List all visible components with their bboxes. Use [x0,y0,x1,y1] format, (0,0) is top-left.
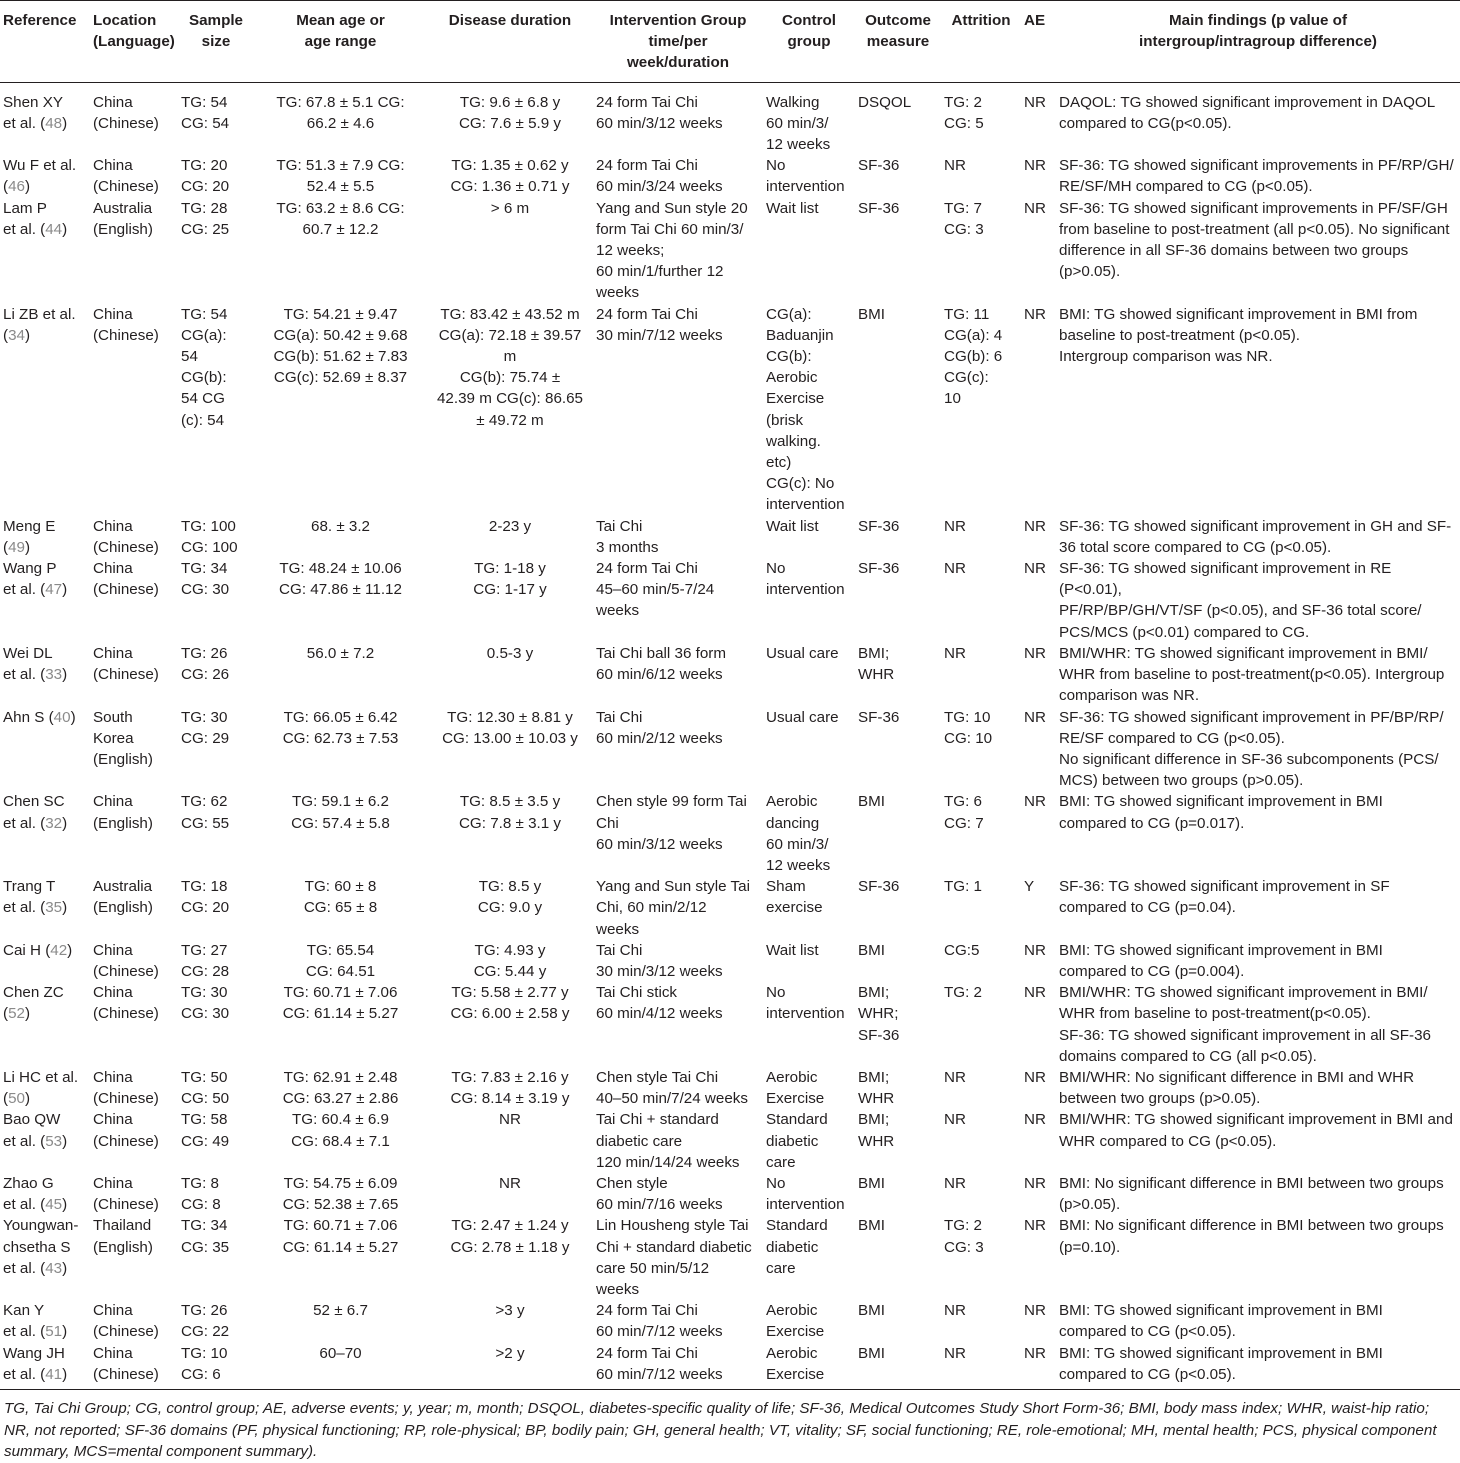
cell-disease-duration: >2 y [495,1344,525,1362]
cell-ae: Y [1024,878,1035,896]
cell-control-group: Aerobic Exercise [766,1068,825,1108]
table-row [0,940,1460,982]
cell-attrition: TG: 2 [944,984,982,1002]
header-control-group: Control group [763,1,855,83]
cell-main-findings: BMI: TG showed significant improvement in BMI compared to CG (p=0.017). [1059,793,1383,832]
table-row [0,1173,1460,1215]
cell-reference [0,155,90,197]
cell-ae: NR [1024,1302,1046,1320]
header-main-findings: Main findings (p value of intergroup/intragroup difference) [1056,1,1460,83]
cell-outcome-measure: DSQOL [858,93,912,111]
header-outcome-measure: Outcome measure [855,1,941,83]
table-row [0,643,1460,707]
reference-author: Bao QW et al. ( [3,1111,61,1150]
reference-close-paren: ) [62,1196,68,1214]
cell-main-findings: BMI: TG showed significant improvement in BMI compared to CG (p<0.05). [1059,1344,1383,1383]
cell-mean-age: TG: 60 ± 8 CG: 65 ± 8 [303,878,378,917]
cell-reference [0,876,90,940]
cell-ae: NR [1024,1111,1046,1129]
reference-citation-link[interactable]: 32 [45,814,63,832]
cell-outcome-measure: BMI; WHR [858,644,895,684]
cell-sample-size: TG: 100 CG: 100 [181,517,238,556]
cell-main-findings: BMI: TG showed significant improvement in BMI compared to CG (p<0.05). [1059,1302,1383,1341]
header-intervention: Intervention Group time/per week/duration [593,1,763,83]
table-header-row [0,1,1460,83]
reference-author: Youngwan- chsetha S et al. ( [3,1217,79,1277]
cell-ae: NR [1024,984,1046,1002]
cell-location: China (Chinese) [93,560,159,599]
reference-close-paren: ) [24,538,31,556]
cell-outcome-measure: BMI; WHR; SF-36 [858,984,900,1044]
cell-ae: NR [1024,1068,1046,1086]
cell-main-findings: BMI: No significant difference in BMI between two groups (p>0.05). [1059,1174,1444,1214]
cell-control-group: Usual care [766,644,839,662]
cell-control-group: Wait list [766,517,819,535]
cell-outcome-measure: BMI [858,1174,886,1192]
cell-disease-duration: TG: 7.83 ± 2.16 y CG: 8.14 ± 3.19 y [450,1068,570,1108]
cell-ae: NR [1024,93,1046,111]
cell-reference [0,1215,90,1300]
cell-location: China (Chinese) [93,941,159,980]
cell-disease-duration: TG: 2.47 ± 1.24 y CG: 2.78 ± 1.18 y [450,1217,570,1256]
cell-reference [0,1300,90,1342]
header-location: Location (Language) [90,1,178,83]
cell-main-findings: BMI: TG showed significant improvement in BMI compared to CG (p=0.004). [1059,941,1383,980]
cell-reference [0,1343,90,1385]
cell-intervention: 24 form Tai Chi 45–60 min/5-7/24 weeks [596,560,715,620]
reference-close-paren: ) [24,178,31,196]
cell-intervention: Tai Chi stick 60 min/4/12 weeks [596,984,723,1023]
reference-citation-link[interactable]: 43 [45,1259,63,1277]
cell-reference [0,1067,90,1109]
cell-intervention: Tai Chi 3 months [596,517,659,556]
reference-author: Zhao G et al. ( [3,1174,54,1214]
cell-intervention: Chen style Tai Chi 40–50 min/7/24 weeks [596,1068,748,1108]
reference-citation-link[interactable]: 50 [8,1090,25,1108]
cell-disease-duration: NR [499,1174,521,1192]
cell-disease-duration: TG: 8.5 ± 3.5 y CG: 7.8 ± 3.1 y [458,793,562,832]
cell-reference [0,1109,90,1173]
cell-disease-duration: TG: 1-18 y CG: 1-17 y [473,560,547,599]
cell-ae: NR [1024,708,1046,726]
cell-location: South Korea (English) [93,708,153,768]
table-row [0,1215,1460,1300]
cell-outcome-measure: SF-36 [858,708,900,726]
cell-outcome-measure: BMI [858,941,886,959]
cell-ae: NR [1024,1174,1046,1192]
reference-author: Trang T et al. ( [3,878,56,917]
cell-ae: NR [1024,305,1046,323]
cell-reference [0,516,90,558]
cell-intervention: Yang and Sun style 20 form Tai Chi 60 min/3/ 12 weeks; 60 min/1/further 12 weeks [596,199,748,302]
cell-main-findings: SF-36: TG showed significant improvement in GH and SF- 36 total score compared to CG (p<0.05). [1059,517,1452,556]
cell-attrition: TG: 6 CG: 7 [944,793,984,832]
reference-citation-link[interactable]: 40 [53,708,71,726]
cell-main-findings: BMI/WHR: No significant difference in BMI and WHR between two groups (p>0.05). [1059,1068,1415,1108]
table-row [0,707,1460,792]
reference-citation-link[interactable]: 34 [8,326,25,344]
cell-ae: NR [1024,793,1046,811]
cell-main-findings: BMI: TG showed significant improvement in BMI from baseline to post-treatment (p<0.05). Intergroup comparison was NR. [1059,305,1418,366]
cell-sample-size: TG: 58 CG: 49 [181,1111,230,1150]
cell-main-findings: SF-36: TG showed significant improvements in PF/SF/GH from baseline to post-treatment (all p<0.05). No significant difference in all SF-36 domains between two groups (p>0.05). [1059,199,1450,281]
cell-mean-age: TG: 51.3 ± 7.9 CG: 52.4 ± 5.5 [276,157,405,196]
reference-citation-link[interactable]: 33 [45,666,63,684]
reference-close-paren: ) [62,1365,68,1383]
cell-sample-size: TG: 8 CG: 8 [181,1174,221,1214]
reference-author: Li HC et al. ( [3,1068,79,1108]
table-row [0,1109,1460,1173]
cell-mean-age: 56.0 ± 7.2 [306,644,375,662]
cell-reference [0,198,90,304]
cell-reference [0,1173,90,1215]
cell-mean-age: TG: 60.4 ± 6.9 CG: 68.4 ± 7.1 [291,1111,390,1150]
table-body [0,82,1460,1385]
cell-control-group: Aerobic dancing 60 min/3/ 12 weeks [766,793,831,874]
reference-citation-link[interactable]: 49 [8,538,25,556]
cell-attrition: NR [944,1111,966,1129]
reference-close-paren: ) [62,814,68,832]
reference-citation-link[interactable]: 48 [45,114,63,132]
cell-sample-size: TG: 50 CG: 50 [181,1068,230,1108]
cell-mean-age: TG: 48.24 ± 10.06 CG: 47.86 ± 11.12 [279,560,402,599]
reference-author: Kan Y et al. ( [3,1302,46,1341]
cell-location: China (Chinese) [93,305,159,344]
cell-attrition: TG: 7 CG: 3 [944,199,984,238]
cell-outcome-measure: BMI [858,1344,886,1362]
table-row [0,304,1460,516]
cell-sample-size: TG: 34 CG: 35 [181,1217,230,1256]
reference-close-paren: ) [24,1090,31,1108]
cell-control-group: Wait list [766,199,819,217]
cell-control-group: Usual care [766,708,839,726]
cell-intervention: 24 form Tai Chi 60 min/7/12 weeks [596,1302,723,1341]
cell-outcome-measure: BMI [858,1217,886,1235]
cell-mean-age: 60–70 [319,1344,362,1362]
cell-intervention: Tai Chi + standard diabetic care 120 min/14/24 weeks [596,1111,740,1171]
reference-citation-link[interactable]: 52 [8,1005,25,1023]
cell-mean-age: TG: 54.75 ± 6.09 CG: 52.38 ± 7.65 [282,1174,399,1214]
cell-location: China (Chinese) [93,644,159,684]
cell-sample-size: TG: 18 CG: 20 [181,878,230,917]
cell-control-group: No intervention [766,157,845,196]
reference-author: Li ZB et al. ( [3,305,76,344]
cell-sample-size: TG: 30 CG: 29 [181,708,230,747]
cell-control-group: Aerobic Exercise [766,1344,825,1383]
cell-main-findings: SF-36: TG showed significant improvement in RE (P<0.01), PF/RP/BP/GH/VT/SF (p<0.05), and SF-36 total score/ PCS/MCS (p<0.01) compared to CG. [1059,560,1422,641]
reference-close-paren: ) [67,941,73,959]
reference-close-paren: ) [24,1005,31,1023]
reference-close-paren: ) [62,581,68,599]
cell-control-group: Standard diabetic care [766,1217,828,1277]
reference-citation-link[interactable]: 45 [45,1196,63,1214]
cell-reference [0,940,90,982]
table-row [0,558,1460,643]
table-row [0,82,1460,155]
cell-reference [0,304,90,516]
reference-close-paren: ) [70,708,76,726]
cell-ae: NR [1024,941,1046,959]
cell-intervention: Chen style 60 min/7/16 weeks [596,1174,723,1214]
cell-disease-duration: TG: 1.35 ± 0.62 y CG: 1.36 ± 0.71 y [450,157,570,196]
cell-sample-size: TG: 26 CG: 26 [181,644,230,684]
cell-main-findings: BMI/WHR: TG showed significant improvement in BMI and WHR compared to CG (p<0.05). [1059,1111,1453,1150]
cell-reference [0,791,90,876]
cell-sample-size: TG: 54 CG: 54 [181,93,230,132]
reference-author: Wei DL et al. ( [3,644,53,684]
reference-close-paren: ) [62,899,68,917]
cell-disease-duration: > 6 m [490,199,530,217]
cell-attrition: TG: 2 CG: 5 [944,93,984,132]
cell-reference [0,707,90,792]
cell-disease-duration: TG: 5.58 ± 2.77 y CG: 6.00 ± 2.58 y [450,984,570,1023]
cell-mean-age: 68. ± 3.2 [311,517,370,535]
cell-sample-size: TG: 26 CG: 22 [181,1302,230,1341]
cell-location: China (Chinese) [93,984,159,1023]
cell-attrition: TG: 1 [944,878,982,896]
reference-author: Wu F et al. ( [3,157,77,196]
cell-outcome-measure: SF-36 [858,157,900,175]
cell-intervention: 24 form Tai Chi 60 min/3/12 weeks [596,93,723,132]
cell-reference [0,558,90,643]
cell-mean-age: TG: 67.8 ± 5.1 CG: 66.2 ± 4.6 [276,93,405,132]
cell-intervention: 24 form Tai Chi 60 min/3/24 weeks [596,157,723,196]
cell-location: China (Chinese) [93,1344,159,1383]
reference-close-paren: ) [62,666,68,684]
cell-disease-duration: TG: 9.6 ± 6.8 y CG: 7.6 ± 5.9 y [458,93,562,132]
cell-location: China (Chinese) [93,1068,159,1108]
cell-ae: NR [1024,157,1046,175]
cell-location: Australia (English) [93,199,153,238]
cell-location: China (Chinese) [93,1111,159,1150]
cell-reference [0,643,90,707]
cell-ae: NR [1024,560,1046,578]
cell-disease-duration: 0.5-3 y [486,644,534,662]
cell-mean-age: 52 ± 6.7 [313,1302,368,1320]
cell-control-group: No intervention [766,1174,845,1214]
reference-author: Ahn S ( [3,708,54,726]
cell-outcome-measure: SF-36 [858,560,900,578]
table-row [0,1300,1460,1342]
cell-disease-duration: TG: 83.42 ± 43.52 m CG(a): 72.18 ± 39.57 m CG(b): 75.74 ± 42.39 m CG(c): 86.65 ± 49.72 m [436,305,584,429]
cell-control-group: Sham exercise [766,878,823,917]
cell-main-findings: DAQOL: TG showed significant improvement in DAQOL compared to CG(p<0.05). [1059,93,1436,132]
cell-mean-age: TG: 60.71 ± 7.06 CG: 61.14 ± 5.27 [282,984,399,1023]
cell-control-group: No intervention [766,560,845,599]
cell-attrition: TG: 2 CG: 3 [944,1217,984,1256]
reference-close-paren: ) [24,326,31,344]
reference-author: Wang JH et al. ( [3,1344,65,1383]
reference-author: Shen XY et al. ( [3,93,63,132]
reference-citation-link[interactable]: 44 [45,220,63,238]
cell-main-findings: SF-36: TG showed significant improvement in SF compared to CG (p=0.04). [1059,878,1390,917]
cell-disease-duration: NR [499,1111,521,1129]
cell-disease-duration: TG: 4.93 y CG: 5.44 y [473,941,547,980]
cell-sample-size: TG: 28 CG: 25 [181,199,230,238]
cell-ae: NR [1024,644,1046,662]
cell-mean-age: TG: 54.21 ± 9.47 CG(a): 50.42 ± 9.68 CG(b): 51.62 ± 7.83 CG(c): 52.69 ± 8.37 [273,305,408,387]
cell-attrition: NR [944,517,966,535]
header-sample-size: Sample size [178,1,254,83]
cell-reference [0,82,90,155]
cell-outcome-measure: BMI [858,1302,886,1320]
cell-outcome-measure: BMI; WHR [858,1111,895,1150]
cell-location: China (Chinese) [93,1174,159,1214]
cell-main-findings: BMI/WHR: TG showed significant improvement in BMI/ WHR from baseline to post-treatment(p<0.05). Intergroup comparison was NR. [1059,644,1445,705]
reference-author: Wang P et al. ( [3,560,57,599]
cell-sample-size: TG: 62 CG: 55 [181,793,230,832]
cell-attrition: TG: 10 CG: 10 [944,708,993,747]
cell-attrition: NR [944,1174,966,1192]
cell-ae: NR [1024,1217,1046,1235]
cell-intervention: Yang and Sun style Tai Chi, 60 min/2/12 weeks [596,878,750,938]
header-attrition: Attrition [941,1,1021,83]
cell-sample-size: TG: 27 CG: 28 [181,941,230,980]
cell-ae: NR [1024,517,1046,535]
cell-ae: NR [1024,199,1046,217]
table-row [0,198,1460,304]
reference-citation-link[interactable]: 47 [45,581,63,599]
cell-sample-size: TG: 10 CG: 6 [181,1344,228,1383]
cell-control-group: Aerobic Exercise [766,1302,825,1341]
reference-citation-link[interactable]: 51 [45,1323,63,1341]
cell-mean-age: TG: 63.2 ± 8.6 CG: 60.7 ± 12.2 [276,199,405,238]
cell-attrition: CG:5 [944,941,980,959]
reference-citation-link[interactable]: 46 [8,178,25,196]
cell-outcome-measure: BMI [858,305,886,323]
reference-citation-link[interactable]: 41 [45,1365,63,1383]
cell-sample-size: TG: 20 CG: 20 [181,157,230,196]
cell-location: Thailand (English) [93,1217,153,1256]
cell-attrition: NR [944,1302,966,1320]
cell-mean-age: TG: 62.91 ± 2.48 CG: 63.27 ± 2.86 [282,1068,399,1108]
cell-attrition: NR [944,644,966,662]
cell-control-group: No intervention [766,984,845,1023]
reference-author: Meng E ( [3,517,56,556]
cell-sample-size: TG: 30 CG: 30 [181,984,230,1023]
header-disease-duration: Disease duration [427,1,593,83]
reference-close-paren: ) [62,114,68,132]
cell-mean-age: TG: 60.71 ± 7.06 CG: 61.14 ± 5.27 [282,1217,399,1256]
cell-outcome-measure: SF-36 [858,878,900,896]
cell-intervention: Lin Housheng style Tai Chi + standard diabetic care 50 min/5/12 weeks [596,1217,752,1298]
cell-outcome-measure: BMI [858,793,886,811]
cell-ae: NR [1024,1344,1046,1362]
reference-close-paren: ) [62,1323,68,1341]
cell-intervention: Chen style 99 form Tai Chi 60 min/3/12 weeks [596,793,747,853]
cell-sample-size: TG: 34 CG: 30 [181,560,230,599]
cell-attrition: NR [944,1068,966,1086]
reference-citation-link[interactable]: 35 [45,899,63,917]
cell-mean-age: TG: 59.1 ± 6.2 CG: 57.4 ± 5.8 [291,793,390,832]
cell-intervention: 24 form Tai Chi 30 min/7/12 weeks [596,305,723,344]
cell-main-findings: BMI: No significant difference in BMI between two groups (p=0.10). [1059,1217,1444,1256]
cell-control-group: CG(a): Baduanjin CG(b): Aerobic Exercise (brisk walking. etc) CG(c): No intervention [766,305,845,514]
cell-location: China (Chinese) [93,157,159,196]
cell-reference [0,982,90,1067]
cell-disease-duration: >3 y [495,1302,525,1320]
table-row [0,155,1460,197]
cell-outcome-measure: BMI; WHR [858,1068,895,1108]
table-row [0,516,1460,558]
cell-main-findings: SF-36: TG showed significant improvement in PF/BP/RP/ RE/SF compared to CG (p<0.05). No significant difference in SF-36 subcomponents (PCS/ MCS) between two groups (p>0.05). [1059,708,1444,790]
table-row [0,982,1460,1067]
reference-author: Lam P et al. ( [3,199,47,238]
header-reference: Reference [0,1,90,83]
reference-citation-link[interactable]: 42 [50,941,68,959]
cell-location: Australia (English) [93,878,153,917]
table-row [0,1067,1460,1109]
reference-close-paren: ) [62,1259,68,1277]
cell-control-group: Standard diabetic care [766,1111,828,1171]
cell-outcome-measure: SF-36 [858,517,900,535]
cell-attrition: NR [944,1344,966,1362]
cell-attrition: NR [944,157,966,175]
table-footnote: TG, Tai Chi Group; CG, control group; AE, adverse events; y, year; m, month; DSQOL, diabetes-specific quality of life; SF-36, Medical Outcomes Study Short Form-36; BMI, body mass index; WHR, waist-hip ratio; NR, not reported; SF-36 domains (PF, physical functioning; RP, role-physical; BP, bodily pain; GH, general health; VT, vitality; SF, social functioning; RE, role-emotional; MH, mental health; PCS, physical component summary, MCS=mental component summary). [0,1389,1460,1463]
cell-control-group: Wait list [766,941,819,959]
cell-disease-duration: TG: 12.30 ± 8.81 y CG: 13.00 ± 10.03 y [442,708,578,747]
cell-outcome-measure: SF-36 [858,199,900,217]
cell-intervention: 24 form Tai Chi 60 min/7/12 weeks [596,1344,723,1383]
cell-control-group: Walking 60 min/3/ 12 weeks [766,93,831,154]
table-row [0,1343,1460,1385]
cell-location: China (English) [93,793,153,832]
cell-mean-age: TG: 66.05 ± 6.42 CG: 62.73 ± 7.53 [282,708,399,747]
cell-main-findings: BMI/WHR: TG showed significant improvement in BMI/ WHR from baseline to post-treatment(p<0.05). SF-36: TG showed significant improvement in all SF-36 domains compared to CG (all p<0.05). [1059,984,1431,1065]
reference-close-paren: ) [62,220,68,238]
cell-attrition: TG: 11 CG(a): 4 CG(b): 6 CG(c): 10 [944,305,1003,408]
cell-intervention: Tai Chi 30 min/3/12 weeks [596,941,723,980]
table-row [0,876,1460,940]
cell-disease-duration: TG: 8.5 y CG: 9.0 y [477,878,543,917]
cell-mean-age: TG: 65.54 CG: 64.51 [305,941,376,980]
cell-main-findings: SF-36: TG showed significant improvements in PF/RP/GH/ RE/SF/MH compared to CG (p<0.05). [1059,157,1454,196]
reference-citation-link[interactable]: 53 [45,1132,63,1150]
header-mean-age: Mean age or age range [254,1,427,83]
cell-disease-duration: 2-23 y [488,517,532,535]
cell-sample-size: TG: 54 CG(a): 54 CG(b): 54 CG (c): 54 [181,305,228,429]
cell-intervention: Tai Chi 60 min/2/12 weeks [596,708,723,747]
cell-location: China (Chinese) [93,1302,159,1341]
reference-author: Chen SC et al. ( [3,793,65,832]
reference-close-paren: ) [62,1132,68,1150]
cell-location: China (Chinese) [93,517,159,556]
cell-attrition: NR [944,560,966,578]
cell-intervention: Tai Chi ball 36 form 60 min/6/12 weeks [596,644,726,684]
table-row [0,791,1460,876]
reference-author: Chen ZC ( [3,984,64,1023]
reference-author: Cai H ( [3,941,51,959]
header-ae: AE [1021,1,1056,83]
cell-location: China (Chinese) [93,93,159,132]
